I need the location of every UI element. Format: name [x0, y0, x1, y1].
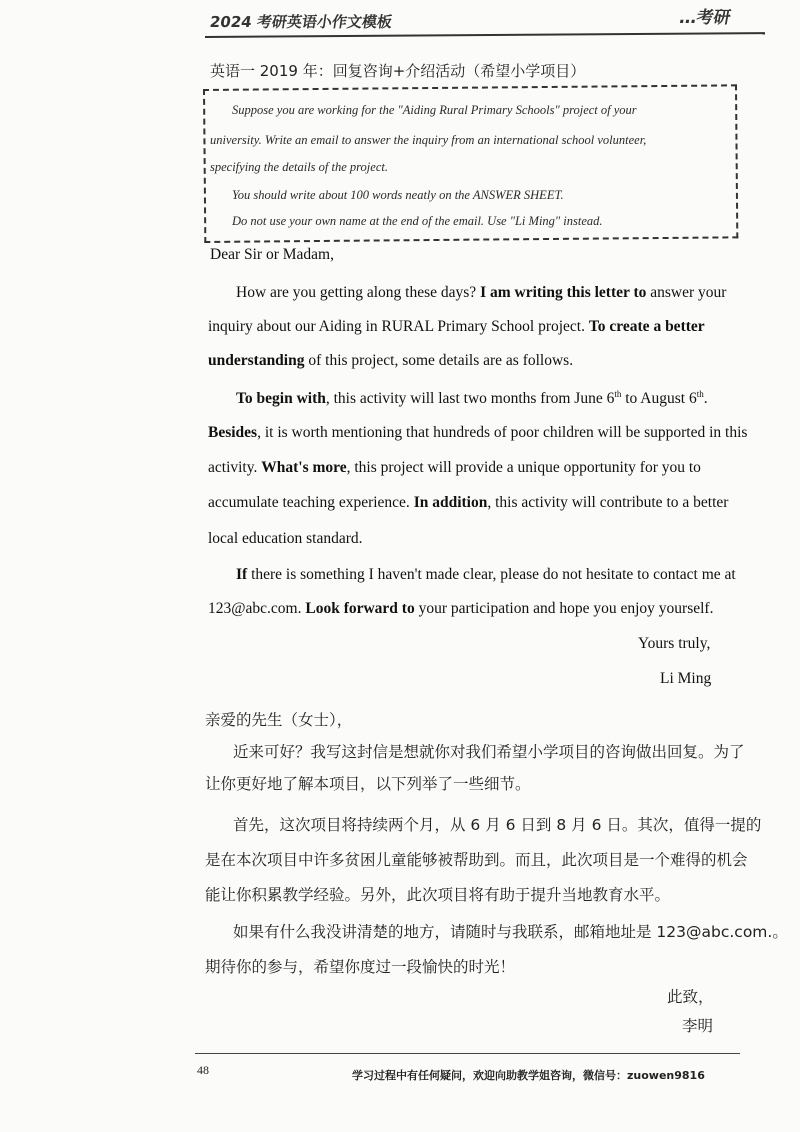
letter-line: inquiry about our Aiding in RURAL Primary School project. To create a better — [208, 318, 705, 335]
translation-signature: 李明 — [682, 1017, 714, 1035]
translation-line: 是在本次项目中许多贫困儿童能够被帮助到。而且，此次项目是一个难得的机会 — [205, 851, 748, 869]
translation-salutation: 亲爱的先生（女士）， — [205, 711, 353, 729]
section-title: 英语一 2019 年：回复咨询+介绍活动（希望小学项目） — [210, 62, 586, 80]
letter-line: local education standard. — [208, 530, 363, 547]
translation-line: 如果有什么我没讲清楚的地方，请随时与我联系，邮箱地址是 123@abc.com.。 — [233, 923, 788, 941]
translation-line: 能让你积累教学经验。另外，此次项目将有助于提升当地教育水平。 — [205, 886, 671, 904]
letter-closing: Yours truly, — [638, 635, 711, 652]
letter-line: activity. What's more, this project will provide a unique opportunity for you to — [208, 459, 701, 476]
footer-divider — [195, 1053, 740, 1054]
letter-line: To begin with, this activity will last two months from June 6th to August 6th. — [236, 389, 708, 408]
translation-line: 近来可好？我写这封信是想就你对我们希望小学项目的咨询做出回复。为了 — [233, 743, 745, 761]
translation-line: 期待你的参与，希望你度过一段愉快的时光！ — [205, 958, 516, 976]
letter-line: How are you getting along these days? I am writing this letter to answer your — [236, 284, 727, 301]
prompt-line: university. Write an email to answer the inquiry from an international school volunteer, — [210, 133, 647, 147]
letter-line: Besides, it is worth mentioning that hundreds of poor children will be supported in this — [208, 424, 748, 441]
header-title: 2024 考研英语小作文模板 — [208, 13, 394, 31]
letter-line: If there is something I haven't made clear, please do not hesitate to contact me at — [236, 566, 736, 583]
letter-signature: Li Ming — [660, 670, 712, 687]
prompt-line: Do not use your own name at the end of the email. Use "Li Ming" instead. — [232, 214, 603, 228]
letter-line: understanding of this project, some details are as follows. — [208, 352, 574, 369]
prompt-line: You should write about 100 words neatly on the ANSWER SHEET. — [232, 188, 564, 202]
letter-salutation: Dear Sir or Madam, — [210, 246, 334, 263]
header-divider — [205, 32, 765, 38]
translation-closing: 此致， — [667, 988, 714, 1006]
prompt-line: specifying the details of the project. — [210, 160, 388, 174]
page-number: 48 — [197, 1063, 209, 1077]
header-brand: …考研 — [677, 8, 733, 28]
footer-note: 学习过程中有任何疑问，欢迎向助教学姐咨询，微信号：zuowen9816 — [352, 1069, 705, 1082]
letter-line: accumulate teaching experience. In addition, this activity will contribute to a better — [208, 494, 729, 511]
letter-line: 123@abc.com. Look forward to your participation and hope you enjoy yourself. — [208, 600, 714, 617]
translation-line: 首先，这次项目将持续两个月，从 6 月 6 日到 8 月 6 日。其次，值得一提的 — [233, 816, 762, 834]
prompt-line: Suppose you are working for the "Aiding Rural Primary Schools" project of your — [232, 103, 637, 117]
translation-line: 让你更好地了解本项目，以下列举了一些细节。 — [205, 775, 531, 793]
